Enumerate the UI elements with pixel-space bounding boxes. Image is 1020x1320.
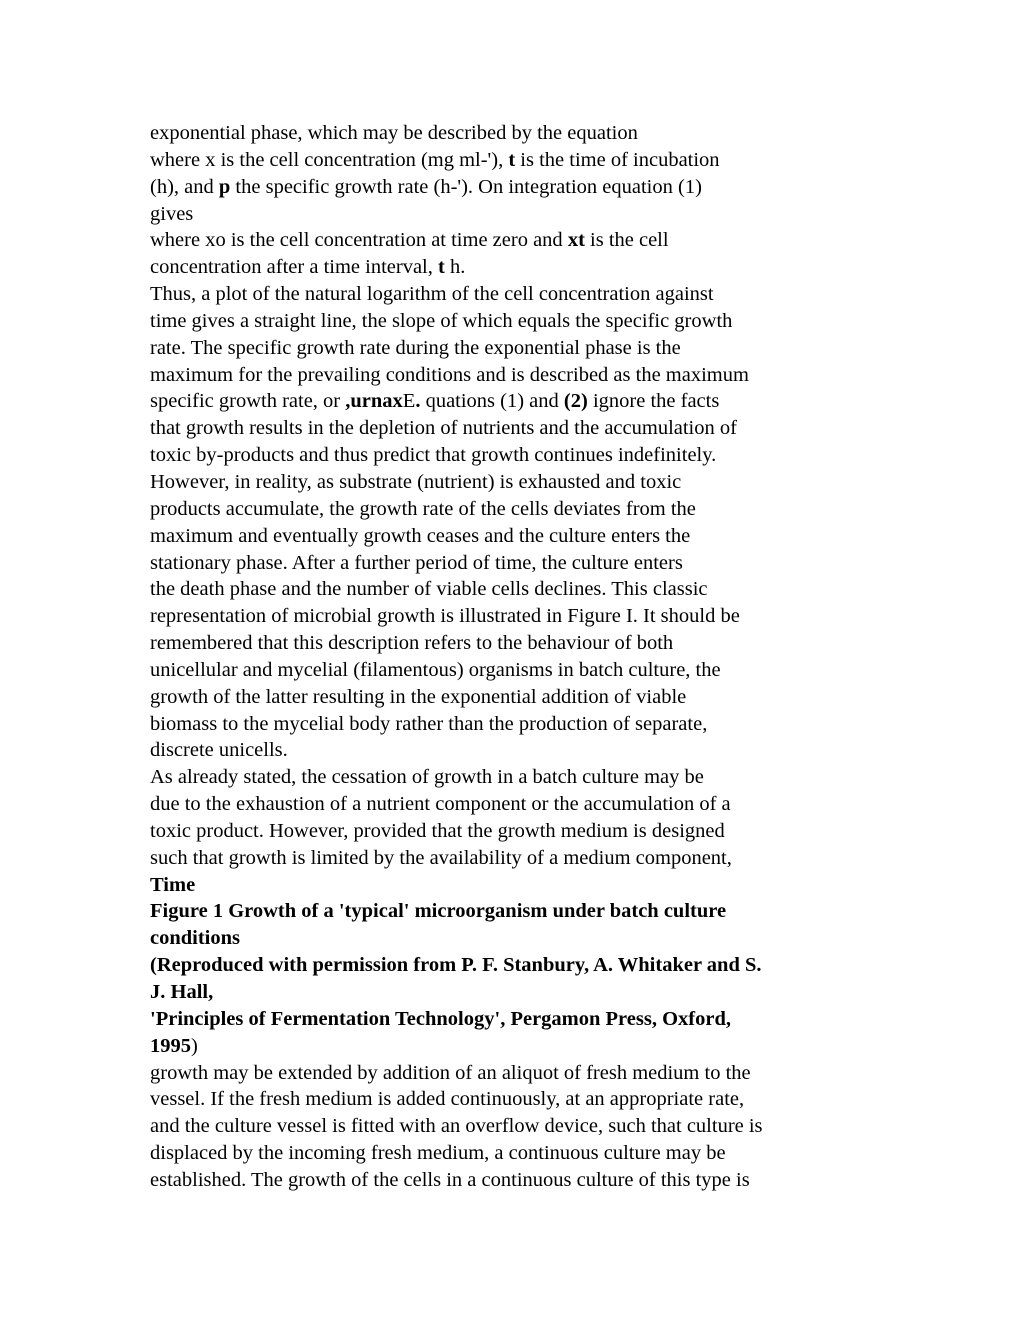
text-line [150, 227, 870, 254]
text-run: unicellular and mycelial (filamentous) organisms in batch culture, the [150, 658, 721, 681]
text-run: exponential phase, which may be described by the equation [150, 122, 638, 144]
text-line [150, 147, 870, 174]
text-run: growth may be extended by addition of an aliquot of fresh medium to the [150, 1061, 751, 1084]
text-run: is the time of incubation [515, 148, 720, 171]
text-line [150, 818, 870, 845]
body-text [150, 120, 870, 1194]
text-run: that growth results in the depletion of nutrients and the accumulation of [150, 417, 737, 440]
text-run: the specific growth rate (h-'). On integration equation (1) [230, 175, 702, 198]
text-run: established. The growth of the cells in a continuous culture of this type is [150, 1168, 750, 1191]
text-run: vessel. If the fresh medium is added continuously, at an appropriate rate, [150, 1088, 745, 1111]
text-run: where x is the cell concentration (mg ml-'), [150, 148, 509, 171]
text-line [150, 737, 870, 764]
text-line [150, 791, 870, 818]
text-line [150, 415, 870, 442]
text-run: the death phase and the number of viable cells declines. This classic [150, 578, 708, 601]
text-run: products accumulate, the growth rate of the cells deviates from the [150, 497, 696, 520]
text-run: quations (1) and [420, 390, 564, 413]
figure-credit-year: 1995 [150, 1034, 191, 1057]
text-line [150, 764, 870, 791]
text-run: and the culture vessel is fitted with an overflow device, such that culture is [150, 1115, 763, 1138]
bold-run: t [438, 256, 445, 279]
text-run: time gives a straight line, the slope of which equals the specific growth [150, 309, 733, 332]
text-run: (h), and [150, 175, 219, 198]
text-line [150, 684, 870, 711]
paragraph-group-after-figure [150, 1060, 870, 1194]
text-line [150, 496, 870, 523]
text-line [150, 308, 870, 335]
figure-credit-line: J. Hall, [150, 981, 214, 1003]
text-line [150, 1086, 870, 1113]
text-line [150, 442, 870, 469]
figure-credit-close: ) [191, 1034, 198, 1057]
text-line [150, 603, 870, 630]
text-line [150, 1060, 870, 1087]
text-line [150, 254, 870, 281]
text-run: representation of microbial growth is illustrated in Figure I. It should be [150, 605, 740, 628]
text-line [150, 362, 870, 389]
text-line [150, 845, 870, 872]
text-run: concentration after a time interval, [150, 256, 439, 279]
text-line [150, 201, 870, 228]
text-run: h. [444, 256, 466, 279]
text-run: discrete unicells. [150, 739, 288, 762]
text-line [150, 1140, 870, 1167]
text-run: Thus, a plot of the natural logarithm of the cell concentration against [150, 283, 714, 306]
figure-caption-line: conditions [150, 927, 240, 950]
bold-run: t [508, 148, 516, 171]
text-line [150, 469, 870, 496]
text-line [150, 174, 870, 201]
text-run: However, in reality, as substrate (nutrient) is exhausted and toxic [150, 470, 682, 493]
figure-axis-label: Time [150, 873, 196, 896]
text-run: maximum for the prevailing conditions and is described as the maximum [150, 363, 749, 386]
bold-run: (2) [563, 390, 588, 413]
text-run: stationary phase. After a further period of time, the culture enters [150, 551, 683, 574]
text-run: E [402, 390, 416, 413]
text-line [150, 120, 870, 147]
text-line [150, 1113, 870, 1140]
text-run: where xo is the cell concentration at time zero and [150, 229, 568, 252]
text-run: toxic by-products and thus predict that growth continues indefinitely. [150, 444, 717, 467]
text-run: ignore the facts [587, 390, 720, 413]
text-run: is the cell [584, 229, 669, 252]
text-line [150, 523, 870, 550]
text-run: specific growth rate, or [150, 390, 346, 413]
text-run: gives [150, 202, 194, 225]
text-run: As already stated, the cessation of growth in a batch culture may be [150, 766, 704, 789]
figure-credit-line: 'Principles of Fermentation Technology', Pergamon Press, Oxford, [150, 1007, 731, 1030]
text-run: maximum and eventually growth ceases and the culture enters the [150, 524, 691, 547]
text-line [150, 576, 870, 603]
text-line [150, 388, 870, 415]
bold-run: p [218, 175, 231, 198]
text-run: remembered that this description refers to the behaviour of both [150, 632, 674, 655]
text-run: biomass to the mycelial body rather than the production of separate, [150, 712, 708, 735]
bold-run: . [415, 390, 421, 413]
text-line [150, 550, 870, 577]
text-run: growth of the latter resulting in the exponential addition of viable [150, 685, 687, 708]
text-line [150, 335, 870, 362]
text-line [150, 657, 870, 684]
figure-caption-line: Figure 1 Growth of a 'typical' microorganism under batch culture [150, 900, 727, 923]
text-run: due to the exhaustion of a nutrient component or the accumulation of a [150, 793, 731, 816]
bold-run: xt [567, 229, 585, 252]
text-run: displaced by the incoming fresh medium, a continuous culture may be [150, 1142, 726, 1165]
paragraph-group-before-figure [150, 120, 870, 872]
text-line [150, 630, 870, 657]
figure-credit-line [150, 1033, 870, 1060]
text-line [150, 281, 870, 308]
figure-credit-line: (Reproduced with permission from P. F. Stanbury, A. Whitaker and S. [150, 954, 762, 977]
text-run: such that growth is limited by the availability of a medium component, [150, 846, 732, 869]
text-line [150, 711, 870, 738]
bold-run: ,urnax [345, 390, 403, 413]
text-line [150, 1167, 870, 1194]
text-run: rate. The specific growth rate during the exponential phase is the [150, 336, 681, 359]
figure-caption-block [150, 872, 870, 1060]
text-run: toxic product. However, provided that the growth medium is designed [150, 819, 725, 842]
